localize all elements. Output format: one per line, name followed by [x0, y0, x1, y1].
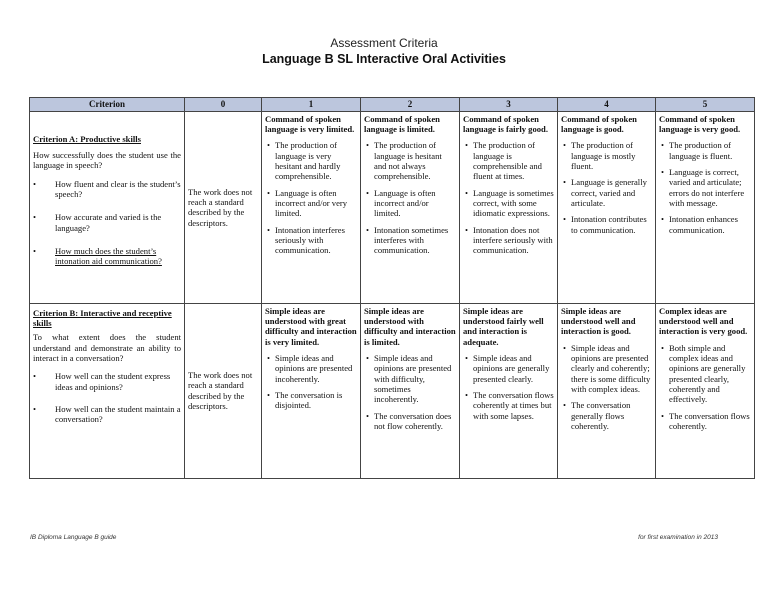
header-level-4: 4	[558, 98, 656, 112]
descriptor-point: • The conversation flows coherently at times but with some lapses.	[463, 390, 554, 421]
criterion-a-question: How successfully does the student use the language in speech?	[33, 150, 181, 171]
criterion-a-level-5-head: Command of spoken language is very good.	[659, 113, 741, 135]
criterion-b-level-2-cell	[361, 303, 460, 478]
criterion-b-row	[30, 303, 755, 478]
criterion-a-subquestion: • How accurate and varied is the language?	[33, 212, 181, 233]
criterion-a-level-1-points	[265, 140, 357, 255]
descriptor-point: • The production of language is hesitant and not always comprehensible.	[364, 140, 456, 181]
criterion-a-level-3-points	[463, 140, 554, 255]
descriptor-point: • The production of language is comprehensible and fluent at times.	[463, 140, 554, 181]
criterion-b-level-4-points	[561, 343, 652, 432]
descriptor-point: • Intonation interferes seriously with communication.	[265, 225, 357, 256]
assessment-table	[29, 97, 755, 479]
descriptor-point: • Language is generally correct, varied and articulate.	[561, 177, 652, 208]
criterion-a-level-4-cell	[558, 111, 656, 303]
header-level-2: 2	[361, 98, 460, 112]
descriptor-point: • Language is correct, varied and articulate; errors do not interfere with message.	[659, 167, 751, 208]
descriptor-point: • Language is sometimes correct, with some idiomatic expressions.	[463, 188, 554, 219]
criterion-a-level-3-head: Command of spoken language is fairly good.	[463, 113, 548, 135]
criterion-a-level-2-points	[364, 140, 456, 255]
criterion-b-question: To what extent does the student understand and demonstrate an ability to interact in a conversation?	[33, 332, 181, 364]
descriptor-point: • The production of language is mostly fluent.	[561, 140, 652, 171]
descriptor-point: • The conversation is disjointed.	[265, 390, 357, 411]
footer-guide-name: IB Diploma Language B guide	[30, 534, 117, 541]
descriptor-point: • The conversation generally flows coherently.	[561, 400, 652, 431]
criterion-a-level-4-head: Command of spoken language is good.	[561, 113, 637, 135]
header-level-3: 3	[460, 98, 558, 112]
descriptor-point: • Simple ideas and opinions are presented with difficulty, sometimes incoherently.	[364, 353, 456, 405]
descriptor-point: • Simple ideas and opinions are presented incoherently.	[265, 353, 357, 384]
criterion-b-subquestion: • How well can the student maintain a conversation?	[33, 404, 181, 425]
criterion-a-level-1-head: Command of spoken language is very limited.	[265, 113, 355, 135]
criterion-a-level-2-head: Command of spoken language is limited.	[364, 113, 440, 135]
criterion-a-level-5-points	[659, 140, 751, 235]
criterion-b-level-3-points	[463, 353, 554, 421]
footer-exam-note: for first examination in 2013	[638, 534, 718, 541]
descriptor-point: • Intonation sometimes interferes with communication.	[364, 225, 456, 256]
criterion-b-level-1-cell	[262, 303, 361, 478]
descriptor-point: • The production of language is very hesitant and hardly comprehensible.	[265, 140, 357, 181]
descriptor-point: • Simple ideas and opinions are presented clearly and coherently; there is some difficulty with complex ideas.	[561, 343, 652, 395]
criterion-a-level-0-cell	[185, 111, 262, 303]
header-level-0: 0	[185, 98, 262, 112]
page-title: Assessment Criteria	[330, 36, 438, 50]
descriptor-point: • Intonation enhances communication.	[659, 214, 751, 235]
criterion-b-level-4-cell	[558, 303, 656, 478]
criterion-b-cell	[30, 303, 185, 478]
descriptor-point: • Intonation does not interfere seriously with communication.	[463, 225, 554, 256]
criterion-a-level-0-text: The work does not reach a standard described by the descriptors.	[188, 186, 253, 228]
criterion-b-level-1-head: Simple ideas are understood with great difficulty and interaction is very limited.	[265, 305, 357, 347]
criterion-b-level-3-cell	[460, 303, 558, 478]
criterion-a-level-1-cell	[262, 111, 361, 303]
criterion-b-level-1-points	[265, 353, 357, 411]
criterion-a-level-3-cell	[460, 111, 558, 303]
criterion-b-level-5-cell	[656, 303, 755, 478]
descriptor-point: • The production of language is fluent.	[659, 140, 751, 161]
criterion-a-name: Criterion A: Productive skills	[33, 133, 141, 144]
descriptor-point: • Language is often incorrect and/or limited.	[364, 188, 456, 219]
descriptor-point: • The conversation flows coherently.	[659, 411, 751, 432]
header-level-1: 1	[262, 98, 361, 112]
page-subtitle: Language B SL Interactive Oral Activities	[262, 52, 506, 66]
criterion-a-subquestion: • How fluent and clear is the student’s speech?	[33, 179, 181, 200]
descriptor-point: • The conversation does not flow coherently.	[364, 411, 456, 432]
criterion-b-level-4-head: Simple ideas are understood well and interaction is good.	[561, 305, 636, 337]
criterion-a-subquestions	[33, 179, 181, 267]
header-criterion: Criterion	[30, 98, 185, 112]
criterion-b-name: Criterion B: Interactive and receptive skills	[33, 307, 172, 329]
criterion-b-level-0-cell	[185, 303, 262, 478]
criterion-b-level-3-head: Simple ideas are understood fairly well and interaction is adequate.	[463, 305, 544, 347]
criterion-a-row	[30, 111, 755, 303]
criterion-a-subquestion: • How much does the student’s intonation aid communication?	[33, 246, 181, 267]
criterion-a-cell	[30, 111, 185, 303]
header-row	[30, 98, 755, 112]
criterion-b-subquestions	[33, 371, 181, 424]
criterion-a-level-4-points	[561, 140, 652, 235]
criterion-b-level-5-points	[659, 343, 751, 432]
descriptor-point: • Language is often incorrect and/or very limited.	[265, 188, 357, 219]
criterion-b-subquestion: • How well can the student express ideas and opinions?	[33, 371, 181, 392]
header-level-5: 5	[656, 98, 755, 112]
criterion-a-level-5-cell	[656, 111, 755, 303]
descriptor-point: • Intonation contributes to communication.	[561, 214, 652, 235]
criterion-b-level-0-text: The work does not reach a standard described by the descriptors.	[188, 370, 253, 412]
criterion-b-level-2-head: Simple ideas are understood with difficulty and interaction is limited.	[364, 305, 456, 347]
criterion-a-level-2-cell	[361, 111, 460, 303]
descriptor-point: • Both simple and complex ideas and opinions are generally presented clearly, coherently and effectively.	[659, 343, 751, 405]
criterion-b-level-5-head: Complex ideas are understood well and interaction is very good.	[659, 305, 748, 337]
descriptor-point: • Simple ideas and opinions are generally presented clearly.	[463, 353, 554, 384]
criterion-b-level-2-points	[364, 353, 456, 431]
